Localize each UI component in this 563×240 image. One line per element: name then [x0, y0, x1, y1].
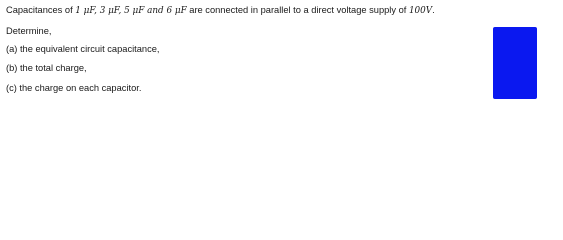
capacitances-math: 1 μF, 3 μF, 5 μF and 6 μF [75, 6, 187, 16]
problem-statement [6, 4, 435, 17]
middle-text: are connected in parallel to a direct voltage supply of [186, 5, 409, 15]
voltage-math: 100V [408, 6, 433, 16]
item-c: (c) the charge on each capacitor. [6, 83, 142, 93]
problem-document [6, 0, 558, 151]
item-b: (b) the total charge, [6, 63, 87, 73]
determine-label: Determine, [6, 26, 52, 36]
item-a: (a) the equivalent circuit capacitance, [6, 44, 160, 54]
redaction-block [493, 27, 537, 99]
intro-text: Capacitances of [6, 5, 76, 15]
end-text: . [432, 5, 435, 15]
